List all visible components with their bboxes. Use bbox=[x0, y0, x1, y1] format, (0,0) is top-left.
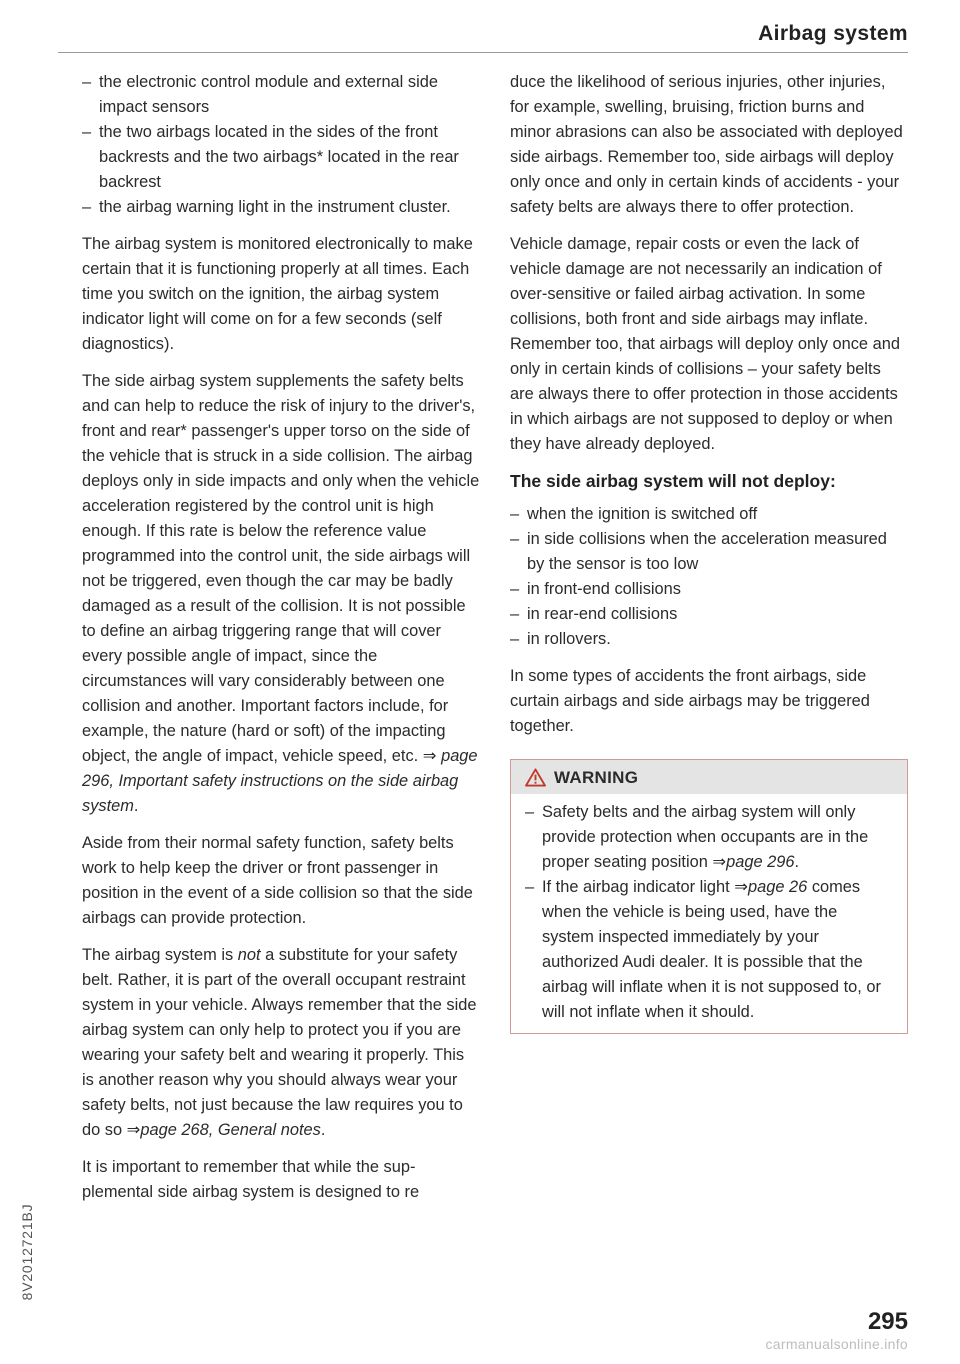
no-deploy-heading: The side airbag system will not deploy: bbox=[510, 471, 836, 491]
warning-body bbox=[511, 794, 907, 1033]
watermark: carmanualsonline.info bbox=[765, 1336, 908, 1352]
arrow-right-icon: ⇒ bbox=[734, 878, 748, 896]
warning-text: Safety belts and the airbag system will only provide protection when occupants are in the proper seating position bbox=[542, 803, 869, 871]
section-title: Airbag system bbox=[758, 22, 908, 45]
list-item: – in side collisions when the acceleration measured by the sensor is too low bbox=[510, 527, 908, 577]
page-number: 295 bbox=[867, 1308, 908, 1335]
cross-reference-link[interactable]: page 268, General notes bbox=[140, 1121, 321, 1139]
list-item: – the two airbags located in the sides of the front backrests and the two airbags* located in the rear backrest bbox=[82, 120, 480, 195]
warning-text: If the airbag indicator light bbox=[542, 878, 730, 896]
cross-reference-link[interactable]: page 26 bbox=[748, 878, 808, 896]
right-column bbox=[510, 70, 908, 1034]
warning-box bbox=[510, 759, 908, 1034]
document-code-text: 8V2012721BJ bbox=[19, 1203, 35, 1301]
list-item: – Safety belts and the airbag system will only provide protection when occupants are in the proper seating position ⇒page 296. bbox=[525, 800, 891, 875]
arrow-right-icon: ⇒ bbox=[422, 747, 437, 765]
list-item: – in rollovers. bbox=[510, 627, 908, 652]
paragraph-triggered-together: In some types of accidents the front airbags, side curtain airbags and side airbags may be triggered together. bbox=[510, 667, 870, 735]
cross-reference-link[interactable]: page 296 bbox=[726, 853, 795, 871]
document-code bbox=[16, 1188, 38, 1316]
list-item: – in front-end collisions bbox=[510, 577, 908, 602]
paragraph-substitute: The airbag system is not a substitute for your safety belt. Rather, it is part of the overall occupant restraint system in your vehicle. Always remember that the side airbag system can only help to protect you if you are wearing your safety belt and wearing it properly. This is another reason why you should always wear your safety belts, not just because the law requires you to do so ⇒page 268, General notes. bbox=[82, 946, 477, 1139]
paragraph-vehicle-damage: Vehicle damage, repair costs or even the lack of vehicle damage are not necessarily an indication of over-sensitive or failed airbag activation. In some collisions, both front and side airbags may inflate. Remember too, that airbags will deploy only once and only in certain kinds of collisions – your safety belts are always there to offer protection in those accidents in which airbags are not supposed to deploy or when they have already deployed. bbox=[510, 235, 900, 453]
header-divider bbox=[58, 52, 908, 53]
warning-list bbox=[525, 800, 891, 1025]
paragraph-injuries: duce the likelihood of serious injuries, other injuries, for example, swelling, bruising, friction burns and minor abrasions can also be associated with deployed side airbags. Remember too, side airbags will deploy only once and only in certain kinds of accidents - your safety belts are always there to offer protection. bbox=[510, 73, 903, 216]
paragraph-text: The airbag system is bbox=[82, 946, 234, 964]
arrow-right-icon: ⇒ bbox=[126, 1121, 141, 1139]
warning-title: WARNING bbox=[554, 768, 639, 787]
paragraph-safety-belts: Aside from their normal safety function, safety belts work to help keep the driver or front passenger in position in the event of a side collision so that the side airbags can provide protection. bbox=[82, 834, 473, 927]
list-item: – in rear-end collisions bbox=[510, 602, 908, 627]
paragraph-monitoring: The airbag system is monitored electronically to make certain that it is functioning properly at all times. Each time you switch on the ignition, the airbag system indicator light will come on for a few seconds (self diagnostics). bbox=[82, 235, 473, 353]
list-item bbox=[525, 875, 891, 1025]
paragraph-side-airbag: The side airbag system supplements the safety belts and can help to reduce the risk of injury to the driver's, front and rear* passenger's upper torso on the side of the vehicle that is struck in a side collision. The airbag deploys only in side impacts and only when the vehicle acceleration registered by the control unit is high enough. If this rate is below the reference value programmed into the control unit, the side airbags will not be triggered, even though the car may be badly damaged as a result of the collision. It is not possible to define an airbag triggering range that will cover every possible angle of impact, since the circumstances will vary considerably between one collision and another. Important factors include, for example, the nature (hard or soft) of the impacting object, the angle of impact, vehicle speed, etc. ⇒ page 296, Important safety instructions on the side airbag system. bbox=[82, 372, 480, 815]
warning-header bbox=[511, 759, 907, 794]
list-item: – the airbag warning light in the instrument cluster. bbox=[82, 195, 480, 220]
paragraph-continued: It is important to remember that while the supplemental side airbag system is designed to re bbox=[82, 1158, 420, 1201]
component-list bbox=[82, 70, 480, 220]
no-deploy-list bbox=[510, 502, 908, 652]
paragraph-text: a substitute for your safety belt. Rather, it is part of the overall occupant restraint system in your vehicle. Always remember that the side airbag system can only help to protect you if you are wearing your safety belt and wearing it properly. This is another reason why you should always wear your safety belts, not just because the law requires you to do so bbox=[82, 946, 477, 1139]
cross-reference-link[interactable]: page 296, Important safety instructions on the side airbag system bbox=[82, 747, 478, 815]
list-item: – the electronic control module and external side impact sensors bbox=[82, 70, 480, 120]
list-item: – when the ignition is switched off bbox=[510, 502, 908, 527]
arrow-right-icon: ⇒ bbox=[712, 853, 727, 871]
paragraph-text: The side airbag system supplements the safety belts and can help to reduce the risk of injury to the driver's, front and rear* passenger's upper torso on the side of the vehicle that is struck in a side collision. The airbag deploys only in side impacts and only when the vehicle acceleration registered by the control unit is high enough. If this rate is below the reference value programmed into the control unit, the side airbags will not be triggered, even though the car may be badly damaged as a result of the collision. It is not possible to define an airbag triggering range that will cover every possible angle of impact, since the circumstances will vary considerably between one collision and another. Important factors include, for example, the nature (hard or soft) of the impacting object, the angle of impact, vehicle speed, etc. bbox=[82, 372, 480, 765]
emphasis-not: not bbox=[237, 946, 261, 964]
warning-triangle-icon bbox=[525, 768, 546, 787]
left-column bbox=[82, 70, 480, 1217]
warning-text: comes when the vehicle is being used, have the system inspected immediately by your authorized Audi dealer. It is possible that the airbag will inflate when it is not supposed to, or will not inflate when it should. bbox=[542, 878, 881, 1021]
